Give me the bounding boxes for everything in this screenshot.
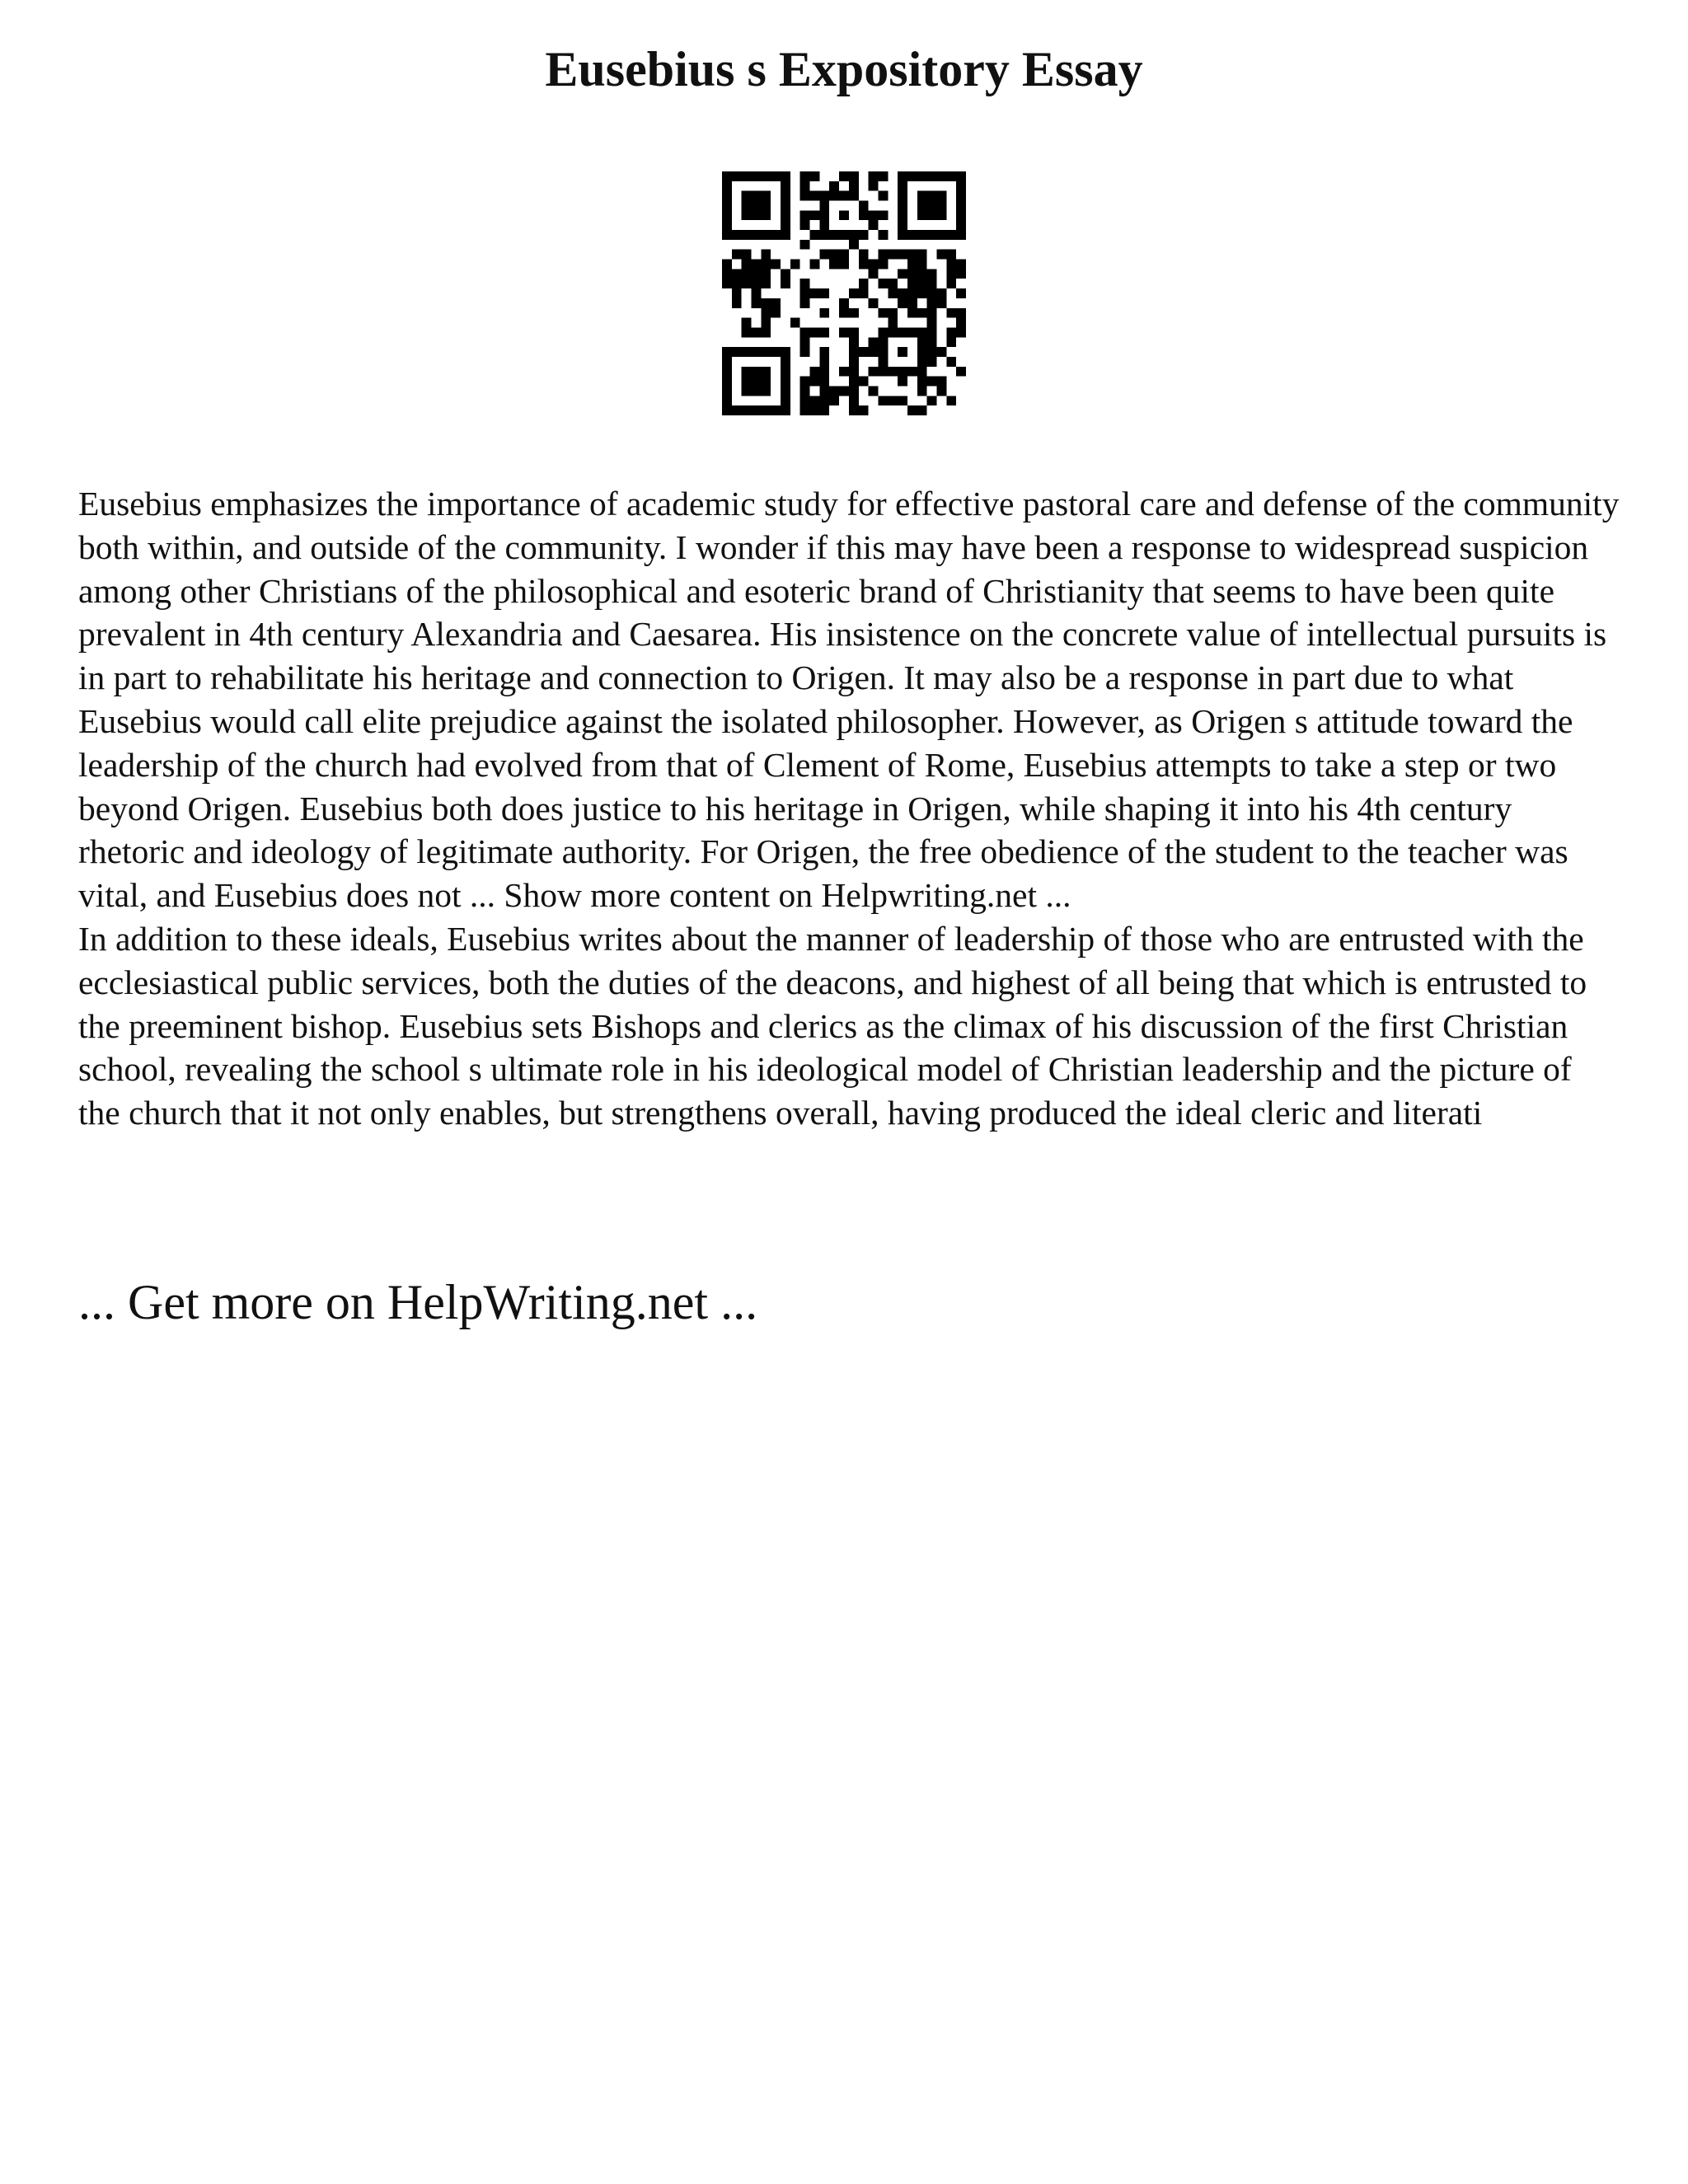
essay-body xyxy=(78,482,1620,1135)
essay-paragraph-1: Eusebius emphasizes the importance of academic study for effective pastoral care and defense of the community both within, and outside of the community. I wonder if this may have been a response to widespread suspicion among other Christians of the philosophical and esoteric brand of Christianity that seems to have been quite prevalent in 4th century Alexandria and Caesarea. His insistence on the concrete value of intellectual pursuits is in part to rehabilitate his heritage and connection to Origen. It may also be a response in part due to what Eusebius would call elite prejudice against the isolated philosopher. However, as Origen s attitude toward the leadership of the church had evolved from that of Clement of Rome, Eusebius attempts to take a step or two beyond Origen. Eusebius both does justice to his heritage in Origen, while shaping it into his 4th century rhetoric and ideology of legitimate authority. For Origen, the free obedience of the student to the teacher was vital, and Eusebius does not ... Show more content on Helpwriting.net ... xyxy=(78,485,1620,915)
qr-code-icon xyxy=(722,171,966,415)
get-more-link[interactable]: ... Get more on HelpWriting.net ... xyxy=(78,1275,758,1329)
document-title: Eusebius s Expository Essay xyxy=(545,42,1143,96)
essay-paragraph-2: In addition to these ideals, Eusebius writes about the manner of leadership of those who are entrusted with the ecclesiastical public services, both the duties of the deacons, and highest of all being that which is entrusted to the preeminent bishop. Eusebius sets Bishops and clerics as the climax of his discussion of the first Christian school, revealing the school s ultimate role in his ideological model of Christian leadership and the picture of the church that it not only enables, but strengthens overall, having produced the ideal cleric and literati xyxy=(78,919,1587,1132)
